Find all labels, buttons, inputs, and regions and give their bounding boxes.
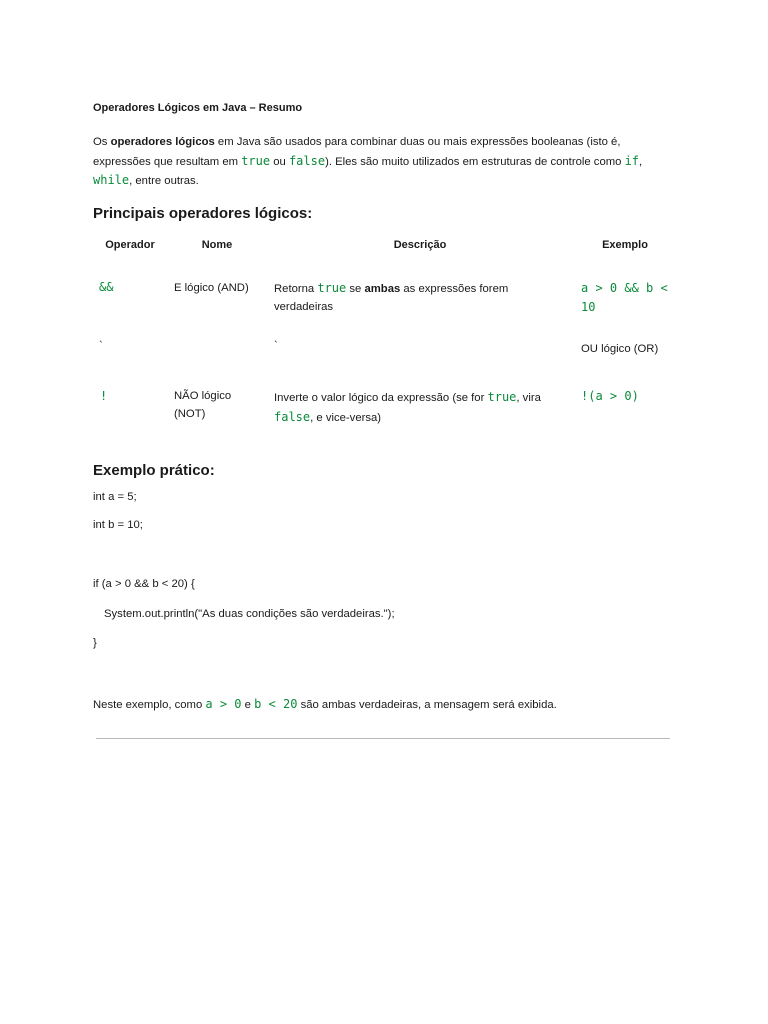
code-line-2: int b = 10; bbox=[93, 519, 143, 531]
code-true: true bbox=[241, 153, 271, 168]
header-operador: Operador bbox=[105, 239, 155, 251]
and-operator: && bbox=[99, 280, 114, 294]
header-descricao: Descrição bbox=[393, 239, 447, 251]
code-line-1: int a = 5; bbox=[93, 491, 137, 503]
intro-paragraph: Os operadores lógicos em Java são usados para combinar duas ou mais expressões booleanas (isto é, expressões que resultam em true ou false). Eles são muito utilizados em estruturas de controle como if, while, entre outras. bbox=[93, 136, 643, 187]
and-example: a > 0 && b < 10 bbox=[581, 281, 668, 314]
not-operator: ! bbox=[100, 389, 108, 403]
horizontal-rule bbox=[96, 738, 670, 739]
and-name: E lógico (AND) bbox=[174, 282, 249, 294]
code-while: while bbox=[93, 173, 130, 187]
header-nome: Nome bbox=[201, 239, 233, 251]
example-heading: Exemplo prático: bbox=[93, 462, 215, 479]
conclusion-paragraph: Neste exemplo, como a > 0 e b < 20 são ambas verdadeiras, a mensagem será exibida. bbox=[93, 697, 557, 711]
or-description: ` bbox=[274, 340, 278, 352]
not-name: NÃO lógico (NOT) bbox=[174, 390, 232, 420]
operators-heading: Principais operadores lógicos: bbox=[93, 205, 313, 222]
or-operator: ` bbox=[99, 340, 103, 352]
or-example: OU lógico (OR) bbox=[581, 343, 659, 355]
bold-term: operadores lógicos bbox=[110, 136, 215, 148]
document-title: Operadores Lógicos em Java – Resumo bbox=[93, 102, 303, 114]
code-line-4: System.out.println("As duas condições são verdadeiras."); bbox=[104, 608, 395, 620]
code-line-3: if (a > 0 && b < 20) { bbox=[93, 578, 195, 590]
code-false: false bbox=[288, 153, 326, 168]
and-description: Retorna true se ambas as expressões forem verdadeiras bbox=[274, 281, 509, 313]
not-example: !(a > 0) bbox=[581, 389, 639, 403]
code-if: if bbox=[624, 153, 640, 168]
not-description: Inverte o valor lógico da expressão (se for true, vira false, e vice-versa) bbox=[274, 390, 541, 424]
code-line-5: } bbox=[93, 637, 97, 649]
header-exemplo: Exemplo bbox=[602, 239, 648, 251]
